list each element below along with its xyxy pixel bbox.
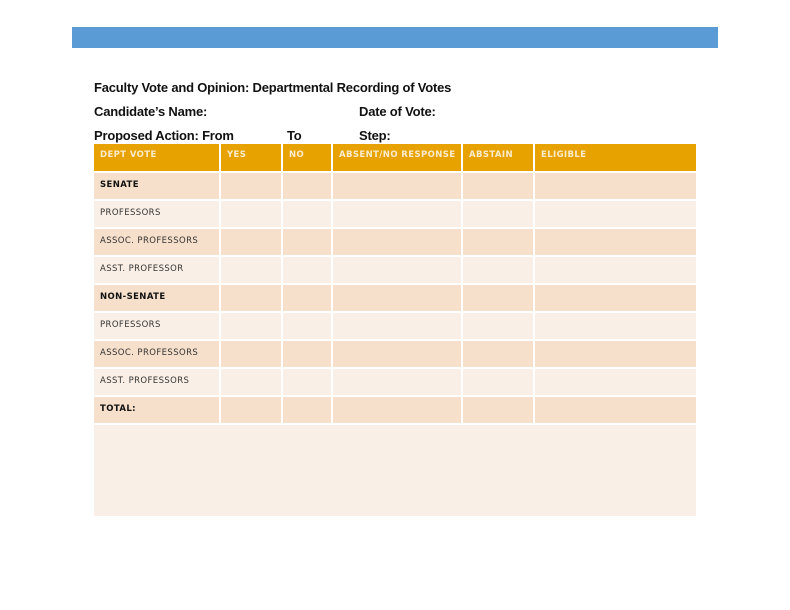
- cell-abstain[interactable]: [462, 340, 534, 368]
- cell-yes[interactable]: [220, 172, 282, 200]
- cell-no[interactable]: [282, 200, 332, 228]
- table-row-senate-assoc-professors: [94, 228, 696, 256]
- cell-no[interactable]: [282, 256, 332, 284]
- row-label: ASST. PROFESSOR: [94, 256, 220, 284]
- row-label: TOTAL:: [94, 396, 220, 424]
- table-row-non-senate-asst-professors: [94, 368, 696, 396]
- cell-eligible[interactable]: [534, 256, 696, 284]
- cell-eligible[interactable]: [534, 340, 696, 368]
- column-header-dept-vote: DEPT VOTE: [94, 144, 220, 172]
- cell-no[interactable]: [282, 312, 332, 340]
- cell-yes[interactable]: [220, 256, 282, 284]
- column-header-yes: YES: [220, 144, 282, 172]
- cell-no[interactable]: [282, 396, 332, 424]
- cell-abstain[interactable]: [462, 200, 534, 228]
- cell-abstain[interactable]: [462, 312, 534, 340]
- cell-yes[interactable]: [220, 200, 282, 228]
- column-header-no: NO: [282, 144, 332, 172]
- cell-eligible[interactable]: [534, 312, 696, 340]
- form-title: Faculty Vote and Opinion: Departmental Recording of Votes: [94, 80, 452, 95]
- cell-no[interactable]: [282, 284, 332, 312]
- cell-abstain[interactable]: [462, 172, 534, 200]
- cell-yes[interactable]: [220, 368, 282, 396]
- proposed-action-label: Proposed Action: From: [94, 128, 234, 143]
- row-label: ASSOC. PROFESSORS: [94, 340, 220, 368]
- table-row-senate: [94, 172, 696, 200]
- cell-absent[interactable]: [332, 200, 462, 228]
- notes-area-row: [94, 424, 696, 517]
- table-row-senate-professors: [94, 200, 696, 228]
- cell-no[interactable]: [282, 172, 332, 200]
- table-row-senate-asst-professor: [94, 256, 696, 284]
- candidate-name-label: Candidate’s Name:: [94, 104, 208, 119]
- row-label: ASST. PROFESSORS: [94, 368, 220, 396]
- cell-absent[interactable]: [332, 312, 462, 340]
- column-header-absent: ABSENT/NO RESPONSE: [332, 144, 462, 172]
- cell-eligible[interactable]: [534, 172, 696, 200]
- cell-eligible[interactable]: [534, 200, 696, 228]
- row-label: NON-SENATE: [94, 284, 220, 312]
- cell-absent[interactable]: [332, 228, 462, 256]
- row-label: SENATE: [94, 172, 220, 200]
- cell-eligible[interactable]: [534, 368, 696, 396]
- cell-eligible[interactable]: [534, 396, 696, 424]
- cell-eligible[interactable]: [534, 228, 696, 256]
- step-label: Step:: [359, 128, 391, 143]
- table-row-non-senate: [94, 284, 696, 312]
- cell-eligible[interactable]: [534, 284, 696, 312]
- column-header-eligible: ELIGIBLE: [534, 144, 696, 172]
- column-header-abstain: ABSTAIN: [462, 144, 534, 172]
- notes-area[interactable]: [94, 424, 696, 517]
- cell-yes[interactable]: [220, 340, 282, 368]
- cell-absent[interactable]: [332, 396, 462, 424]
- cell-absent[interactable]: [332, 284, 462, 312]
- cell-no[interactable]: [282, 340, 332, 368]
- cell-yes[interactable]: [220, 312, 282, 340]
- cell-absent[interactable]: [332, 340, 462, 368]
- cell-abstain[interactable]: [462, 256, 534, 284]
- cell-yes[interactable]: [220, 284, 282, 312]
- row-label: PROFESSORS: [94, 200, 220, 228]
- cell-absent[interactable]: [332, 172, 462, 200]
- cell-yes[interactable]: [220, 396, 282, 424]
- cell-no[interactable]: [282, 228, 332, 256]
- table-row-non-senate-assoc-professors: [94, 340, 696, 368]
- table-header-row: [94, 144, 696, 172]
- cell-no[interactable]: [282, 368, 332, 396]
- cell-absent[interactable]: [332, 368, 462, 396]
- date-of-vote-label: Date of Vote:: [359, 104, 436, 119]
- row-label: ASSOC. PROFESSORS: [94, 228, 220, 256]
- cell-absent[interactable]: [332, 256, 462, 284]
- cell-abstain[interactable]: [462, 368, 534, 396]
- table-row-total: [94, 396, 696, 424]
- cell-abstain[interactable]: [462, 284, 534, 312]
- cell-abstain[interactable]: [462, 228, 534, 256]
- to-label: To: [287, 128, 302, 143]
- row-label: PROFESSORS: [94, 312, 220, 340]
- header-color-bar: [72, 27, 718, 48]
- vote-recording-table: [94, 144, 696, 518]
- cell-abstain[interactable]: [462, 396, 534, 424]
- table-row-non-senate-professors: [94, 312, 696, 340]
- cell-yes[interactable]: [220, 228, 282, 256]
